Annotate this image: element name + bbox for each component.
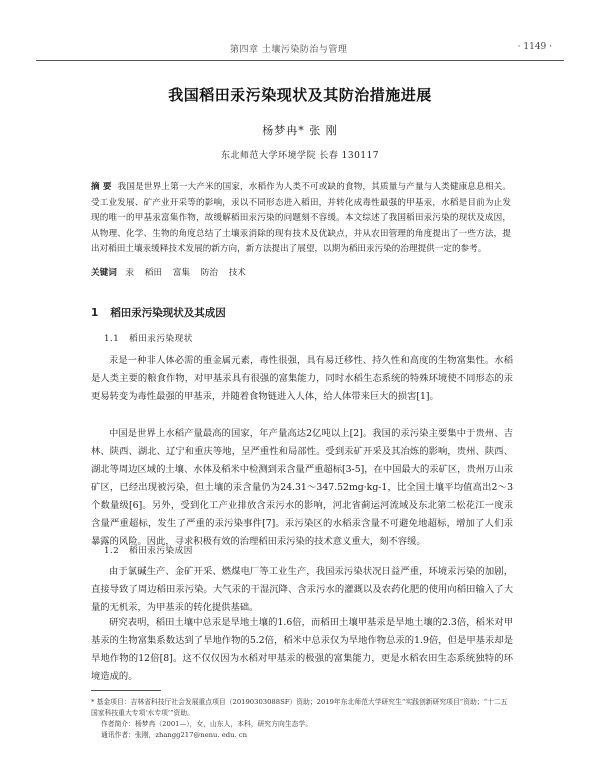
keyword-item: 稻田 [144, 268, 163, 278]
body-paragraph: 研究表明，稻田土壤中总汞是旱地土壤的1.6倍，而稻田土壤甲基汞是旱地土壤的2.3倍，稻米对甲基汞的生物富集系数达到了旱地作物的5.2倍，稻米中总汞仅为旱地作物总汞的1.9倍，但是甲基汞却是旱地作物的12倍[8]。这不仅仅因为水稻对甲基汞的极强的富集能力，更是水稻农田生态系统独特的环境造成的。 [91, 617, 513, 682]
section-heading [91, 305, 226, 320]
header-rule [36, 60, 564, 61]
running-title: 第四章 土壤污染防治与管理 [230, 45, 348, 55]
footnotes [91, 697, 513, 741]
subsection-title: 稻田汞污染现状 [129, 334, 193, 344]
section-title: 稻田汞污染现状及其成因 [110, 307, 226, 319]
paper-affiliation: 东北师范大学环境学院 长春 130117 [220, 151, 380, 161]
subsection-title: 稻田汞污染成因 [129, 546, 193, 556]
subsection-number: 1.1 [104, 334, 120, 344]
section-number: 1 [91, 307, 99, 319]
body-paragraph: 由于氯碱生产、金矿开采、燃煤电厂等工业生产，我国汞污染状况日益严重，环境汞污染的加剧，直接导致了周边稻田汞污染。大气汞的干湿沉降、含汞污水的灌溉以及农药化肥的使用向稻田输入了大量的无机汞，为甲基汞的转化提供基础。 [91, 566, 513, 613]
body-paragraph: 汞是一种非人体必需的重金属元素，毒性很强，具有易迁移性、持久性和高度的生物富集性。水稻是人类主要的粮食作物，对甲基汞具有很强的富集能力，同时水稻生态系统的特殊环境使不同形态的汞更易转变为毒性最强的甲基汞，并随着食物链进入人体，给人体带来巨大的损害[1]。 [91, 355, 513, 402]
body-paragraph: 中国是世界上水稻产量最高的国家，年产量高达2亿吨以上[2]。我国的汞污染主要集中于贵州、吉林、陕西、湖北、辽宁和重庆等地，呈严重性和局部性。受到汞矿开采及其冶炼的影响，贵州、陕西、湖北等周边区域的土壤、水体及稻米中检测到汞含量严重超标[3-5]，在中国最大的汞矿区，贵州万山汞矿区，已经出现被污染，但土壤的汞含量仍为24.31～347.52mg·kg-1，比全国土壤平均值高出2～3个数量级[6]。另外，受到化工产业排放含汞污水的影响，河北省蓟运河流域及东北第二松花江一度汞含量严重超标，发生了严重的汞污染事件[7]。汞污染区的水稻汞含量不可避免地超标，增加了人们汞暴露的风险。因此，寻求积极有效的治理稻田汞污染的技术意义重大，刻不容缓。 [91, 428, 513, 547]
paper-authors: 杨梦冉* 张 刚 [262, 124, 338, 137]
abstract [91, 180, 511, 258]
keyword-item: 防治 [200, 268, 218, 278]
paper-title: 我国稻田汞污染现状及其防治措施进展 [168, 86, 432, 104]
footnote-author: 作者简介：杨梦冉（2001—），女，山东人，本科，研究方向生态学。 [101, 720, 313, 728]
keyword-item: 技术 [228, 268, 246, 278]
keyword-item: 富集 [172, 268, 191, 278]
footnote-fund: * 基金项目：吉林省科技厅社会发展重点项目（20190303088SF）资助；2019年东北师范大学研究生“实践创新研究项目”资助；“十二五国家科技重大专项‘水专项’”资助。 [91, 698, 508, 717]
running-header [40, 40, 560, 56]
abstract-text: 我国是世界上第一大产米的国家，水稻作为人类不可或缺的食物，其质量与产量与人类健康息息相关。受工业发展、矿产业开采等的影响，汞以不同形态进入稻田，并转化成毒性最强的甲基汞，水稻是目前为止发现的唯一的甲基汞富集作物，故缓解稻田汞污染的问题刻不容缓。本文综述了我国稻田汞污染的现状及成因，从物理、化学、生物的角度总结了土壤汞消除的现有技术及优缺点，并从农田管理的角度提出了一些方法，提出对稻田土壤汞缓释技术发展的新方向，新方法提出了展望，以期为稻田汞污染的治理提供一定的参考。 [91, 182, 511, 254]
footnote-contact: 通讯作者：张刚，zhangg217@nenu. edu. cn [101, 731, 247, 739]
footnote-rule [91, 690, 161, 691]
subsection-number: 1.2 [104, 546, 120, 556]
keywords [91, 266, 511, 281]
keywords-label: 关键词 [91, 268, 117, 278]
subsection-heading [104, 332, 193, 344]
subsection-heading [104, 544, 193, 556]
abstract-label: 摘 要 [91, 182, 112, 192]
keyword-item: 汞 [125, 268, 135, 278]
page-number: · 1149 · [517, 42, 552, 52]
